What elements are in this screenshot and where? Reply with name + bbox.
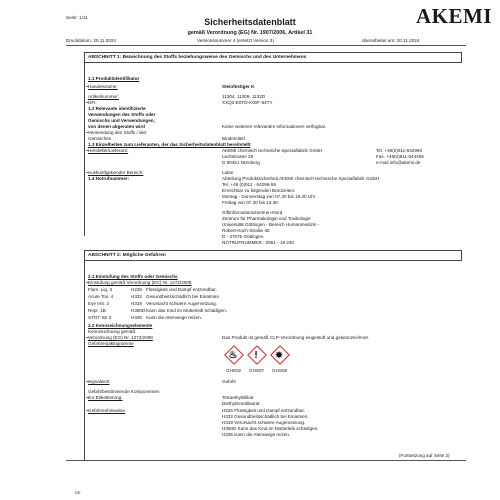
notruf-line: Tel. +49 (0)911 - 64296-59: [222, 182, 276, 187]
margin-tick: [86, 397, 89, 398]
class-code: STOT SE 3: [88, 315, 112, 320]
notruf-line: Abteilung Produktsicherheit AKEMI chemisch technische Spezialfabrik GmbH: [222, 176, 380, 181]
s12-value: Keine weiteren relevanten Informationen verfügbar.: [222, 124, 327, 129]
signal-value: Gefahr: [222, 379, 237, 384]
margin-tick: [86, 86, 89, 87]
notruf-line: Robert-Koch-Straße 40: [222, 228, 270, 233]
margin-tick: [86, 337, 89, 338]
hersteller-label: Hersteller/Lieferant:: [88, 148, 129, 153]
company-city: D 90451 Nürnberg: [222, 160, 260, 165]
document-title: Sicherheitsdatenblatt: [204, 17, 296, 27]
handelsname-value: Steinfestiger K: [222, 84, 255, 89]
s13-heading: 1.3 Einzelheiten zum Lieferanten, der das Sicherheitsdatenblatt bereitstellt: [88, 142, 251, 147]
notruf-line: Montag - Donnerstag von 07.30 bis 16.30 Uhr: [222, 194, 316, 199]
piktogramme-label: Gefahrenpiktogramme: [88, 341, 134, 346]
kennzeichnung-label: Kennzeichnung gemäß: [88, 329, 136, 334]
notruf-line: Freitag von 07.30 bis 13.30: [222, 200, 278, 205]
class-h-code: H332: [131, 294, 142, 299]
hinweise-label: Gefahrenhinweise: [88, 408, 126, 413]
pictogram-code: GHS07: [249, 368, 265, 373]
pictogram-code: GHS08: [272, 368, 288, 373]
company-street: Lechstrasse 28: [222, 154, 254, 159]
margin-tick: [86, 410, 89, 411]
hinweis: H360D Kann das Kind im Mutterleib schädigen.: [222, 426, 319, 431]
ufi-value: XXQ3-E0TD-K00F-64TY: [222, 100, 273, 105]
hinweis: H319 Verursacht schwere Augenreizung.: [222, 420, 306, 425]
verwendung-value: Bindemittel: [222, 136, 245, 141]
page-number: Seite: 1/11: [66, 15, 88, 20]
notruf-line: Zentrum für Pharmakologie und Toxikologie: [222, 216, 311, 221]
class-code: Eye Irrit. 2: [88, 301, 109, 306]
kennzeichnung-label-2: Verordnung (EG) Nr. 1272/2008: [88, 335, 153, 340]
print-date: Druckdatum: 20.11.2024: [66, 38, 116, 43]
hinweis: H226 Flüssigkeit und Dampf entzündbar.: [222, 408, 305, 413]
handelsname-label: Handelsname:: [88, 84, 118, 89]
class-h-code: H319: [131, 301, 142, 306]
hinweis: H332 Gesundheitsschädlich bei Einatmen.: [222, 414, 309, 419]
revision-date: überarbeitet am: 20.11.2024: [362, 38, 420, 43]
s12-line4: von denen abgeraten wird: [88, 124, 145, 129]
s11-heading: 1.1 Produktidentifikator: [88, 76, 140, 81]
class-h-code: H360D: [131, 308, 146, 313]
section2-heading: ABSCHNITT 2: Mögliche Gefahren: [88, 252, 166, 258]
class-text: Kann die Atemwege reizen.: [146, 315, 202, 320]
komponente: Diethylzinndilaurat: [222, 401, 260, 406]
verwendung-label-2: Gemisches: [88, 136, 111, 141]
kennzeichnung-value: Das Produkt ist gemäß CLP-Verordnung eingestuft und gekennzeichnet.: [222, 335, 370, 340]
s12-line2: Verwendungen des Stoffs oder: [88, 112, 156, 117]
ufi-label: UFI:: [88, 100, 97, 105]
signal-label: Signalwort: [88, 379, 110, 384]
company-email: e-mail info@akemi.de: [376, 160, 421, 165]
s12-line1: 1.2 Relevante identifizierte: [88, 106, 146, 111]
section2-heading-box: [84, 250, 462, 261]
margin-tick: [86, 172, 89, 173]
version-number: Versionsnummer 4 (ersetzt Version 3): [197, 38, 274, 43]
s21-subheading: Einstufung gemäß Verordnung (EG) Nr. 1272/2008: [88, 280, 192, 285]
class-h-code: H226: [131, 287, 142, 292]
header-divider: [66, 45, 466, 46]
document-subtitle: gemäß Verordnung (EG) Nr. 1907/2006, Artikel 31: [187, 30, 313, 36]
exclamation-icon: !: [254, 350, 258, 361]
section2-bar: [84, 260, 85, 460]
class-code: Repr. 1B: [88, 308, 106, 313]
section1-heading-box: [84, 52, 462, 63]
class-text: Flüssigkeit und Dampf entzündbar.: [146, 287, 217, 292]
class-text: Verursacht schwere Augenreizung.: [146, 301, 217, 306]
notruf-line: D - 37075 Göttingen: [222, 234, 264, 239]
margin-tick: [86, 132, 89, 133]
pictogram-code: GHS02: [226, 368, 242, 373]
komponente: Tetraethylsilikat: [222, 395, 254, 400]
notruf-label: 1.4 Notrufnummer:: [88, 176, 130, 181]
class-code: Acute Tox. 4: [88, 294, 114, 299]
health-hazard-icon: ✸: [275, 350, 283, 360]
section1-bar: [84, 62, 85, 236]
class-code: Flam. Liq. 3: [88, 287, 112, 292]
margin-tick: [86, 381, 89, 382]
margin-tick: [86, 282, 89, 283]
class-text: Kann das Kind im Mutterleib schädigen.: [146, 308, 227, 313]
artikel-value: 11304, 11309, 1132D: [222, 94, 266, 99]
class-h-code: H335: [131, 315, 142, 320]
notruf-line: NOTRUFNUMMER : 0551 - 19 240: [222, 240, 294, 245]
s22-heading: 2.2 Kennzeichnungselemente: [88, 323, 153, 328]
margin-tick: [86, 102, 89, 103]
verwendung-label: Verwendung des Stoffs / des: [88, 130, 147, 135]
notruf-line: Universität Göttingen - Bereich Humanmedizin -: [222, 222, 320, 227]
flame-icon: ♨: [228, 350, 238, 361]
section1-heading: ABSCHNITT 1: Bezeichnung des Stoffs beziehungsweise des Gemischs und des Unternehmens: [88, 54, 307, 60]
s21-heading: 2.1 Einstufung des Stoffs oder Gemischs: [88, 274, 178, 279]
company-fax: Fax. +49(0)911-644456: [376, 154, 424, 159]
margin-tick: [86, 150, 89, 151]
footer-divider: [66, 460, 466, 461]
artikel-label: Artikelnummer:: [88, 94, 119, 99]
footer-code: DE: [75, 490, 81, 495]
s12-line3: Gemischs und Verwendungen,: [88, 118, 155, 123]
class-text: Gesundheitsschädlich bei Einatmen.: [146, 294, 221, 299]
auskunft-value: Labor: [222, 170, 234, 175]
continued-note: (Fortsetzung auf Seite 2): [399, 453, 450, 458]
komponenten-label-2: zur Etikettierung:: [88, 395, 123, 400]
notruf-line: Erreichbar zu folgenden Bürozeiten:: [222, 188, 296, 193]
company-name: AKEMI chemisch technische Spezialfabrik GmbH: [222, 148, 323, 153]
company-tel: Tel. +49(0)911-642960: [376, 148, 423, 153]
hinweis: H335 Kann die Atemwege reizen.: [222, 432, 291, 437]
komponenten-label: Gefahrbestimmende Komponenten: [88, 389, 160, 394]
notruf-line: Giftinformationszentrum-Nord: [222, 210, 283, 215]
auskunft-label: Auskunftgebender Bereich:: [88, 170, 144, 175]
company-logo: AKEMI: [416, 4, 492, 28]
